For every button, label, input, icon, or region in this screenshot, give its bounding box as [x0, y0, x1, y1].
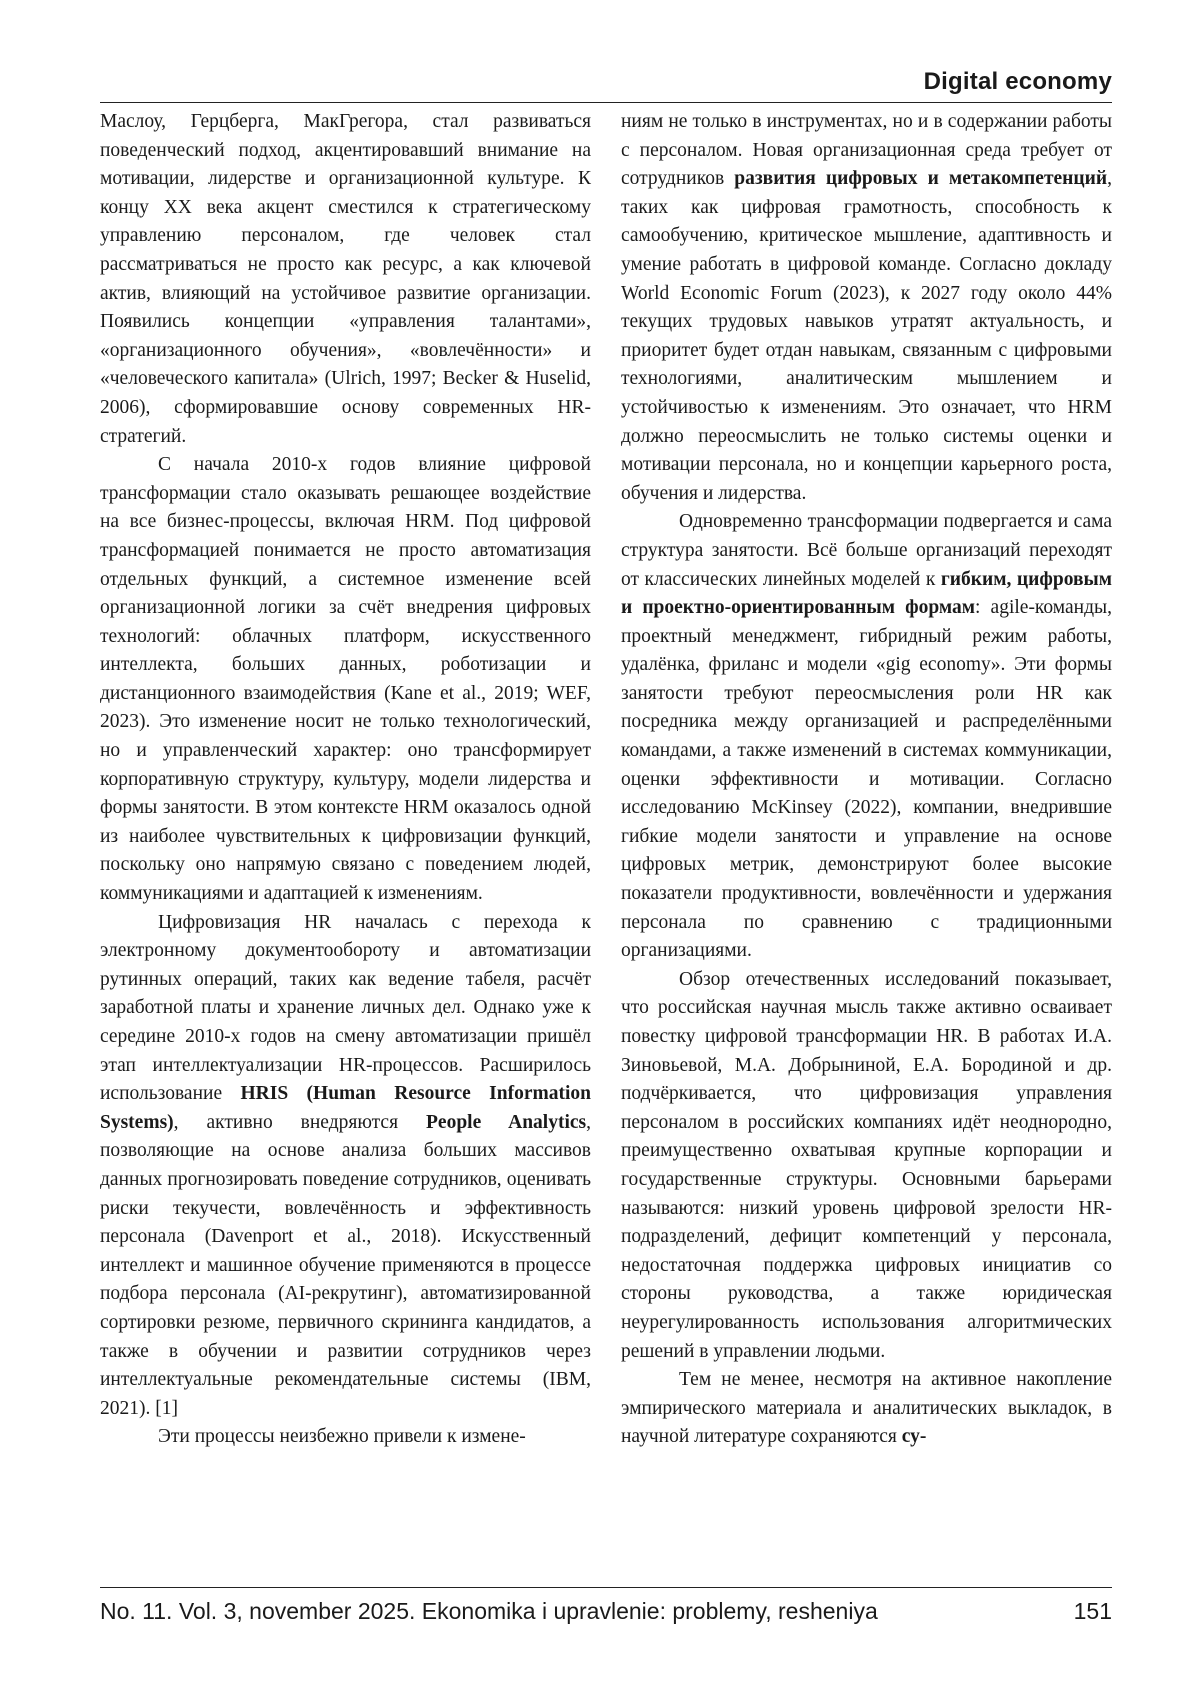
text-run: Тем не менее, несмотря на активное накопление эмпирического материала и аналитических выкладок, в научной литературе сохраняются: [621, 1369, 1112, 1448]
text-run: Цифровизация HR началась с перехода к электронному документообороту и автоматизации рутинных операций, таких как ведение табеля, расчёт заработной платы и хранение личных дел. Однако уже к середине 2010-х годов на смену автоматизации пришёл этап интеллектуализации HR-процессов. Расширилось использование: [100, 911, 591, 1105]
text-run: , позволяющие на основе анализа больших массивов данных прогнозировать поведение сотрудников, оценивать риски текучести, вовлечённость и эффективность персонала (Davenport et al., 2018). Искусственный интеллект и машинное обучение применяются в процессе подбора персонала (AI-рекрутинг), автоматизированной сортировки резюме, первичного скрининга кандидатов, а также в обучении и развитии сотрудников через интеллектуальные рекомендательные системы (IBM, 2021). [1]: [100, 1111, 591, 1419]
paragraph: С начала 2010-х годов влияние цифровой трансформации стало оказывать решающее воздействие на все бизнес-процессы, включая HRM. Под цифровой трансформацией понимается не просто автоматизация отдельных функций, а системное изменение всей организационной логики за счёт внедрения цифровых технологий: облачных платформ, искусственного интеллекта, больших данных, роботизации и дистанционного взаимодействия (Kane et al., 2019; WEF, 2023). Это изменение носит не только технологический, но и управленческий характер: оно трансформирует корпоративную структуру, культуру, модели лидерства и формы занятости. В этом контексте HRM оказалось одной из наиболее чувствительных к цифровизации функций, поскольку оно напрямую связано с поведением людей, коммуникациями и адаптацией к изменениям.: [100, 454, 591, 905]
paragraph: Обзор отечественных исследований показывает, что российская научная мысль также активно осваивает повестку цифровой трансформации HR. В работах И.А. Зиновьевой, М.А. Добрыниной, Е.А. Бородиной и др. подчёркивается, что цифровизация управления персоналом в российских компаниях идёт неоднородно, преимущественно охватывая крупные корпорации и государственные структуры. Основными барьерами называются: низкий уровень цифровой зрелости HR-подразделений, дефицит компетенций у персонала, недостаточная поддержка цифровых инициатив со стороны руководства, а также юридическая неурегулированность использования алгоритмических решений в управлении людьми.: [621, 968, 1112, 1362]
paragraph: [621, 508, 1112, 966]
bold-term-flexible-forms: гибким, цифровым и проектно-ориентированным формам: [621, 568, 1112, 619]
bold-term-continued: су-: [901, 1426, 927, 1448]
page-footer: [100, 1587, 1112, 1624]
text-run: , таких как цифровая грамотность, способность к самообучению, критическое мышление, адаптивность и умение работать в цифровой команде. Согласно докладу World Economic Forum (2023), к 2027 году около 44% текущих трудовых навыков утратят актуальность, и приоритет будет отдан навыкам, связанным с цифровыми технологиями, аналитическим мышлением и устойчивостью к изменениям. Это означает, что HRM должно переосмыслить не только системы оценки и мотивации персонала, но и концепции карьерного роста, обучения и лидерства.: [621, 168, 1112, 504]
paragraph: Маслоу, Герцберга, МакГрегора, стал развиваться поведенческий подход, акцентировавший внимание на мотивации, лидерстве и организационной культуре. К концу XX века акцент сместился к стратегическому управлению персоналом, где человек стал рассматриваться не просто как ресурс, а как ключевой актив, влияющий на устойчивое развитие организации. Появились концепции «управления талантами», «организационного обучения», «вовлечённости» и «человеческого капитала» (Ulrich, 1997; Becker & Huselid, 2006), сформировавшие основу современных HR-стратегий.: [100, 111, 591, 447]
text-run: , активно внедряются: [173, 1111, 426, 1133]
journal-citation: No. 11. Vol. 3, november 2025. Ekonomika i upravlenie: problemy, resheniya: [100, 1598, 878, 1624]
paragraph: [100, 909, 591, 1424]
bold-term-people-analytics: People Analytics: [426, 1111, 587, 1133]
page-header: [100, 62, 1112, 103]
paragraph: [621, 108, 1112, 508]
page-number: 151: [1073, 1598, 1112, 1624]
right-column: [621, 108, 1112, 1452]
paragraph: [621, 1366, 1112, 1452]
text-run: : agile-команды, проектный менеджмент, гибридный режим работы, удалёнка, фриланс и модели «gig economy». Эти формы занятости требуют переосмысления роли HR как посредника между организацией и распределёнными командами, а также изменений в системах коммуникации, оценки эффективности и мотивации. Согласно исследованию McKinsey (2022), компании, внедрившие гибкие модели занятости и управление на основе цифровых метрик, демонстрируют более высокие показатели продуктивности, вовлечённости и удержания персонала по сравнению с традиционными организациями.: [621, 597, 1112, 962]
text-run: Одновременно трансформации подвергается и сама структура занятости. Всё больше организаций переходят от классических линейных моделей к: [621, 511, 1112, 590]
bold-term-hris: HRIS (Human Resource Information Systems): [100, 1083, 591, 1133]
journal-section-title: Digital economy: [923, 68, 1112, 95]
paragraph: Эти процессы неизбежно привели к измене-: [158, 1426, 526, 1448]
left-column: [100, 108, 591, 1452]
bold-term-competencies: развития цифровых и метакомпетенций: [734, 168, 1108, 190]
text-run: ниям не только в инструментах, но и в содержании работы с персоналом. Новая организационная среда требует от сотрудников: [621, 111, 1112, 190]
